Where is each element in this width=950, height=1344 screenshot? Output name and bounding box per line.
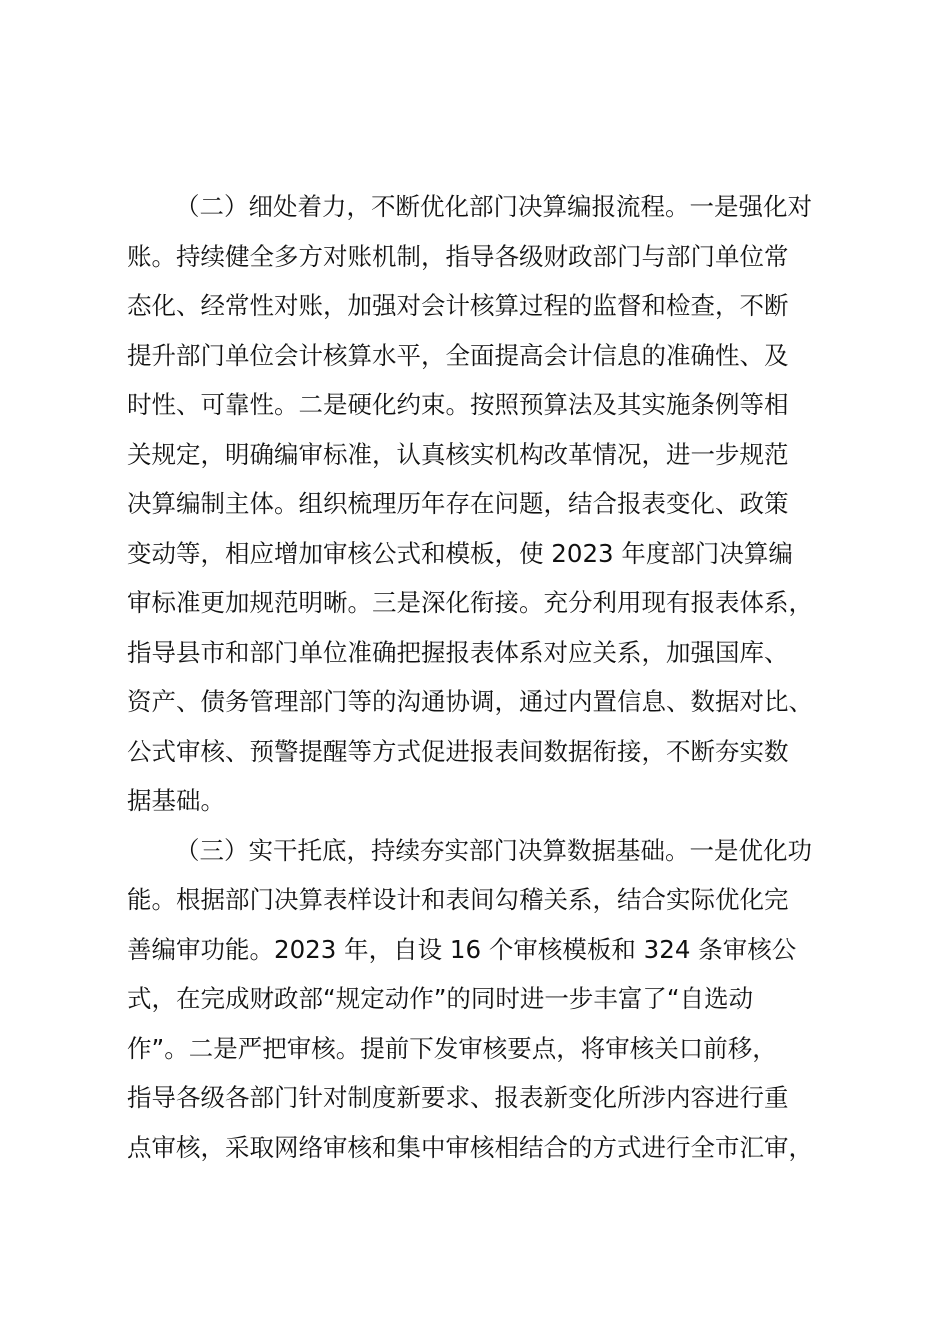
text-line: 式，在完成财政部“规定动作”的同时进一步丰富了“自选动 (127, 984, 754, 1013)
body-text (127, 182, 847, 1172)
text-line: 审标准更加规范明晰。三是深化衔接。充分利用现有报表体系， (127, 588, 813, 617)
text-line: 指导各级各部门针对制度新要求、报表新变化所涉内容进行重 (127, 1083, 789, 1112)
text-line: （二）细处着力，不断优化部门决算编报流程。一是强化对 (175, 192, 812, 221)
text-line: 作”。二是严把审核。提前下发审核要点，将审核关口前移， (127, 1033, 777, 1063)
text-line: 公式审核、预警提醒等方式促进报表间数据衔接，不断夯实数 (127, 736, 789, 766)
text-line: 时性、可靠性。二是硬化约束。按照预算法及其实施条例等相 (127, 390, 789, 419)
text-line: 账。持续健全多方对账机制，指导各级财政部门与部门单位常 (127, 241, 789, 271)
text-line: 变动等，相应增加审核公式和模板，使 2023 年度部门决算编 (127, 538, 793, 568)
text-line: 关规定，明确编审标准，认真核实机构改革情况，进一步规范 (127, 439, 789, 469)
text-line: 能。根据部门决算表样设计和表间勾稽关系，结合实际优化完 (127, 885, 789, 914)
text-line: 点审核，采取网络审核和集中审核相结合的方式进行全市汇审， (127, 1132, 813, 1162)
paragraph-section-2 (127, 182, 847, 826)
text-line: 据基础。 (127, 786, 225, 815)
text-line: 提升部门单位会计核算水平，全面提高会计信息的准确性、及 (127, 340, 789, 370)
paragraph-section-3 (127, 826, 847, 1173)
text-line: 态化、经常性对账，加强对会计核算过程的监督和检查，不断 (127, 291, 789, 320)
text-line: 资产、债务管理部门等的沟通协调，通过内置信息、数据对比、 (127, 687, 813, 716)
text-line: 指导县市和部门单位准确把握报表体系对应关系，加强国库、 (127, 637, 789, 667)
text-line: 善编审功能。2023 年，自设 16 个审核模板和 324 条审核公 (127, 934, 797, 964)
text-line: （三）实干托底，持续夯实部门决算数据基础。一是优化功 (175, 835, 812, 865)
text-line: 决算编制主体。组织梳理历年存在问题，结合报表变化、政策 (127, 489, 789, 518)
